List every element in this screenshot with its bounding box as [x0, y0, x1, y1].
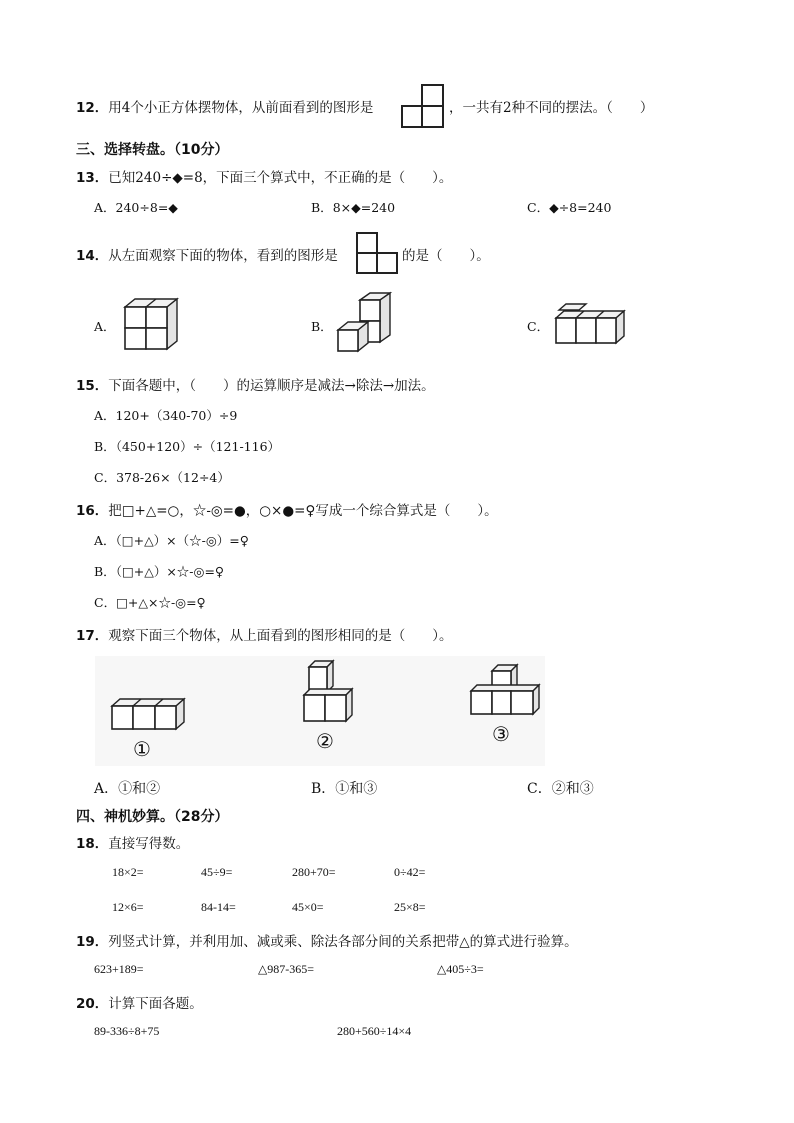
- q13-stem: 已知240÷◆=8，下面三个算式中，不正确的是（ ）。: [108, 170, 453, 186]
- option-label: B．: [94, 439, 116, 454]
- option-label: C．: [94, 595, 117, 610]
- q15-stem-line: [76, 374, 435, 394]
- q17-label-3: ③: [492, 722, 510, 746]
- option-label: C．: [94, 470, 117, 485]
- q18-item: 25×8=: [394, 900, 426, 914]
- q15-stem: 下面各题中，（ ）的运算顺序是减法→除法→加法。: [108, 378, 435, 394]
- option-text: 378-26×（12÷4）: [116, 470, 230, 485]
- q19-item: △987-365=: [258, 962, 314, 976]
- q18-stem-line: [76, 832, 189, 852]
- q14-text-before: 从左面观察下面的物体，看到的图形是: [108, 248, 338, 264]
- q12-number: 12．: [76, 100, 109, 116]
- option-text: 240÷8=◆: [115, 200, 178, 215]
- q20-number: 20．: [76, 996, 109, 1012]
- q18-item: 280+70=: [292, 865, 336, 879]
- q19-number: 19．: [76, 934, 109, 950]
- q20-item: 280+560÷14×4: [337, 1024, 412, 1038]
- q16-option-c[interactable]: [94, 593, 206, 611]
- q14-option-c-label[interactable]: C．: [527, 319, 550, 334]
- q16-option-b[interactable]: [94, 562, 224, 580]
- option-label: C．: [527, 200, 550, 215]
- q20-stem-line: [76, 992, 203, 1012]
- option-text: （□+△）×☆-◎=♀: [115, 564, 225, 579]
- q15-option-b[interactable]: [94, 437, 280, 455]
- q12-text-before: 用4个小正方体摆物体，从前面看到的图形是: [108, 100, 374, 116]
- q14-line: [76, 244, 338, 264]
- q16-number: 16．: [76, 503, 109, 519]
- q17-stem: 观察下面三个物体，从上面看到的图形相同的是（ ）。: [108, 628, 453, 644]
- q14-option-c-figure[interactable]: [552, 303, 628, 349]
- q13-option-a[interactable]: [94, 198, 178, 216]
- q17-option-b[interactable]: [311, 778, 377, 798]
- q18-item: 84-14=: [201, 900, 236, 914]
- q19-stem-line: [76, 930, 578, 950]
- q17-option-c[interactable]: [527, 778, 594, 798]
- option-text: ①和③: [335, 781, 378, 797]
- q13-stem-line: [76, 166, 452, 186]
- q18-item: 12×6=: [112, 900, 144, 914]
- q13-option-c[interactable]: [527, 198, 611, 216]
- option-text: （□+△）×（☆-◎）=♀: [115, 533, 249, 548]
- q17-option-a[interactable]: [94, 778, 160, 798]
- option-label: B．: [311, 200, 333, 215]
- option-label: A．: [94, 200, 116, 215]
- option-label: B．: [94, 564, 116, 579]
- q18-item: 45÷9=: [201, 865, 233, 879]
- q14-text-after: 的是（ ）。: [402, 248, 490, 264]
- q14-option-b-figure[interactable]: [334, 290, 396, 356]
- option-text: ◆÷8=240: [549, 200, 612, 215]
- q17-number: 17．: [76, 628, 109, 644]
- q17-object-1: [108, 695, 188, 733]
- q13-number: 13．: [76, 170, 109, 186]
- q12-front-view-figure: [401, 84, 447, 130]
- option-label: B．: [311, 781, 336, 797]
- q15-number: 15．: [76, 378, 109, 394]
- q20-stem: 计算下面各题。: [108, 996, 203, 1012]
- q19-item: 623+189=: [94, 962, 144, 976]
- q14-option-a-label[interactable]: A．: [94, 319, 116, 334]
- q12-text-after: ，一共有2种不同的摆法。（ ）: [449, 100, 654, 116]
- q20-item: 89-336÷8+75: [94, 1024, 160, 1038]
- option-label: A．: [94, 533, 116, 548]
- q16-option-a[interactable]: [94, 531, 249, 549]
- q14-left-view-figure: [355, 232, 401, 276]
- q18-number: 18．: [76, 836, 109, 852]
- q17-label-2: ②: [316, 729, 334, 753]
- q17-object-3: [467, 662, 543, 718]
- q17-stem-line: [76, 624, 453, 644]
- q19-item: △405÷3=: [437, 962, 484, 976]
- option-text: ②和③: [551, 781, 594, 797]
- q15-option-c[interactable]: [94, 468, 230, 486]
- q19-stem: 列竖式计算，并利用加、减或乘、除法各部分间的关系把带△的算式进行验算。: [108, 934, 578, 950]
- option-text: □+△×☆-◎=♀: [116, 595, 206, 610]
- q14-option-a-figure[interactable]: [122, 297, 182, 355]
- q15-option-a[interactable]: [94, 406, 237, 424]
- q14-option-b-label[interactable]: B．: [311, 319, 333, 334]
- q18-stem: 直接写得数。: [108, 836, 190, 852]
- q17-object-2: [300, 658, 356, 724]
- option-label: A．: [94, 408, 116, 423]
- q18-item: 45×0=: [292, 900, 324, 914]
- section4-title: 四、神机妙算。（28分）: [76, 809, 229, 825]
- option-text: （450+120）÷（121-116）: [115, 439, 281, 454]
- q12-line: [76, 96, 373, 116]
- option-text: 120+（340-70）÷9: [115, 408, 238, 423]
- option-text: 8×◆=240: [332, 200, 396, 215]
- option-label: A．: [94, 781, 119, 797]
- q16-stem-line: [76, 499, 498, 519]
- q18-item: 0÷42=: [394, 865, 426, 879]
- q13-option-b[interactable]: [311, 198, 395, 216]
- q17-label-1: ①: [133, 737, 151, 761]
- option-label: C．: [527, 781, 552, 797]
- section3-title: 三、选择转盘。（10分）: [76, 142, 229, 158]
- q14-number: 14．: [76, 248, 109, 264]
- q18-item: 18×2=: [112, 865, 144, 879]
- q16-stem: 把□+△=○，☆-◎=●，○×●=♀写成一个综合算式是（ ）。: [108, 503, 498, 519]
- option-text: ①和②: [118, 781, 161, 797]
